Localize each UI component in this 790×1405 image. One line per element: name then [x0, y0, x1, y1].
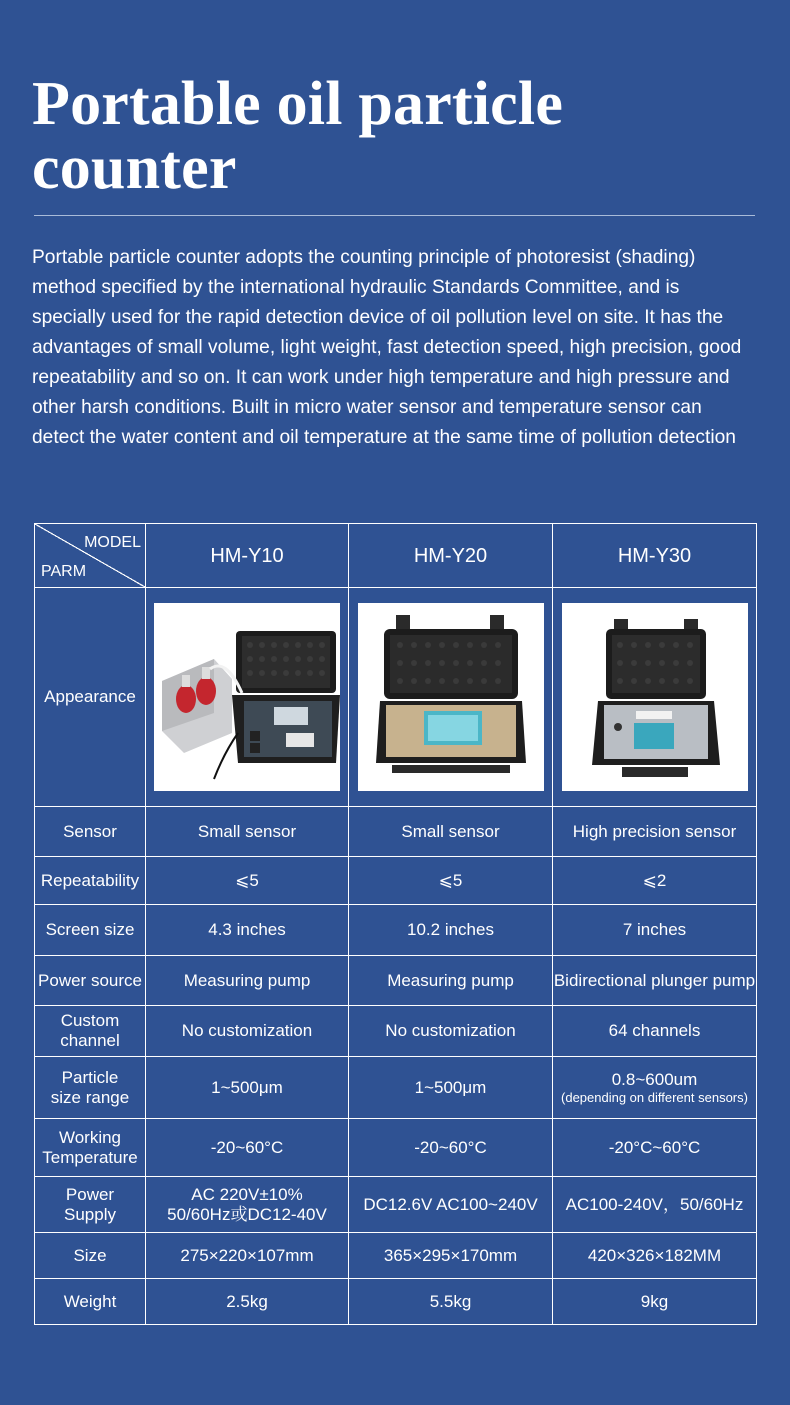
spec-table	[34, 523, 757, 1325]
page-title	[32, 72, 563, 200]
table-cell: Bidirectional plunger pump	[553, 956, 757, 1006]
model-header: HM-Y10	[146, 524, 349, 588]
table-header-row	[35, 524, 757, 588]
table-cell: No customization	[349, 1006, 553, 1057]
table-cell-value: 0.8~600um	[611, 1069, 698, 1089]
table-cell: No customization	[146, 1006, 349, 1057]
row-label: Power source	[35, 956, 146, 1006]
table-cell	[553, 1057, 757, 1119]
product-photo-hm-y20	[358, 603, 544, 791]
row-label-line1: Working	[58, 1127, 122, 1147]
table-cell: Measuring pump	[146, 956, 349, 1006]
table-cell: Small sensor	[146, 807, 349, 857]
table-cell: -20°C~60°C	[553, 1119, 757, 1177]
table-cell: High precision sensor	[553, 807, 757, 857]
table-cell: 2.5kg	[146, 1279, 349, 1325]
row-label: Sensor	[35, 807, 146, 857]
table-cell: ⩽5	[349, 857, 553, 905]
table-cell: 64 channels	[553, 1006, 757, 1057]
table-cell: ⩽2	[553, 857, 757, 905]
table-cell-value-line2: 50/60Hz或DC12-40V	[167, 1204, 327, 1224]
corner-model-label: MODEL	[84, 534, 141, 551]
model-header: HM-Y20	[349, 524, 553, 588]
corner-cell	[35, 524, 146, 588]
corner-parm-label: PARM	[41, 563, 87, 580]
table-cell: 10.2 inches	[349, 905, 553, 956]
row-label: Custom channel	[35, 1006, 146, 1057]
table-row	[35, 807, 757, 857]
product-photo-hm-y10	[154, 603, 340, 791]
table-cell: 365×295×170mm	[349, 1233, 553, 1279]
title-divider	[34, 215, 755, 216]
table-cell-note: (depending on different sensors)	[561, 1089, 748, 1105]
table-row	[35, 1279, 757, 1325]
table-row	[35, 1006, 757, 1057]
table-cell: 5.5kg	[349, 1279, 553, 1325]
appearance-cell	[146, 588, 349, 807]
table-cell: 275×220×107mm	[146, 1233, 349, 1279]
product-photo-hm-y30	[562, 603, 748, 791]
table-row	[35, 956, 757, 1006]
row-label: Weight	[35, 1279, 146, 1325]
row-label: Size	[35, 1233, 146, 1279]
row-label-line1: Particle	[61, 1067, 119, 1087]
row-label-line2: size range	[50, 1087, 130, 1107]
row-label: Appearance	[35, 588, 146, 807]
row-label-line1: Power	[65, 1184, 115, 1204]
table-row	[35, 1233, 757, 1279]
table-cell: 9kg	[553, 1279, 757, 1325]
table-row	[35, 857, 757, 905]
table-cell	[146, 1177, 349, 1233]
row-label	[35, 1177, 146, 1233]
table-cell: Small sensor	[349, 807, 553, 857]
table-cell: ⩽5	[146, 857, 349, 905]
row-label-line2: Temperature	[42, 1147, 138, 1167]
model-header: HM-Y30	[553, 524, 757, 588]
table-cell: 1~500μm	[146, 1057, 349, 1119]
row-label: Repeatability	[35, 857, 146, 905]
table-cell-value: AC 220V±10%	[191, 1184, 303, 1204]
row-label	[35, 1057, 146, 1119]
page-title-line1: Portable oil particle	[32, 70, 564, 138]
table-row	[35, 1177, 757, 1233]
table-row	[35, 905, 757, 956]
table-cell: Measuring pump	[349, 956, 553, 1006]
table-cell: 4.3 inches	[146, 905, 349, 956]
table-cell: -20~60°C	[349, 1119, 553, 1177]
table-cell: -20~60°C	[146, 1119, 349, 1177]
appearance-cell	[553, 588, 757, 807]
table-cell: DC12.6V AC100~240V	[349, 1177, 553, 1233]
product-description: Portable particle counter adopts the counting principle of photoresist (shading) method specified by the international hydraulic Standards Committee, and is specially used for the rapid detection device of oil pollution level on site. It has the advantages of small volume, light weight, fast detection speed, high precision, good repeatability and so on. It can work under high temperature and high pressure and other harsh conditions. Built in micro water sensor and temperature sensor can detect the water content and oil temperature at the same time of pollution detection	[32, 247, 742, 448]
page-title-line2: counter	[32, 134, 237, 202]
row-label: Screen size	[35, 905, 146, 956]
appearance-row	[35, 588, 757, 807]
table-cell: 1~500μm	[349, 1057, 553, 1119]
table-cell: 420×326×182MM	[553, 1233, 757, 1279]
row-label-line2: Supply	[64, 1204, 116, 1224]
appearance-cell	[349, 588, 553, 807]
table-row	[35, 1057, 757, 1119]
table-cell: 7 inches	[553, 905, 757, 956]
table-row	[35, 1119, 757, 1177]
table-cell: AC100-240V，50/60Hz	[553, 1177, 757, 1233]
row-label	[35, 1119, 146, 1177]
